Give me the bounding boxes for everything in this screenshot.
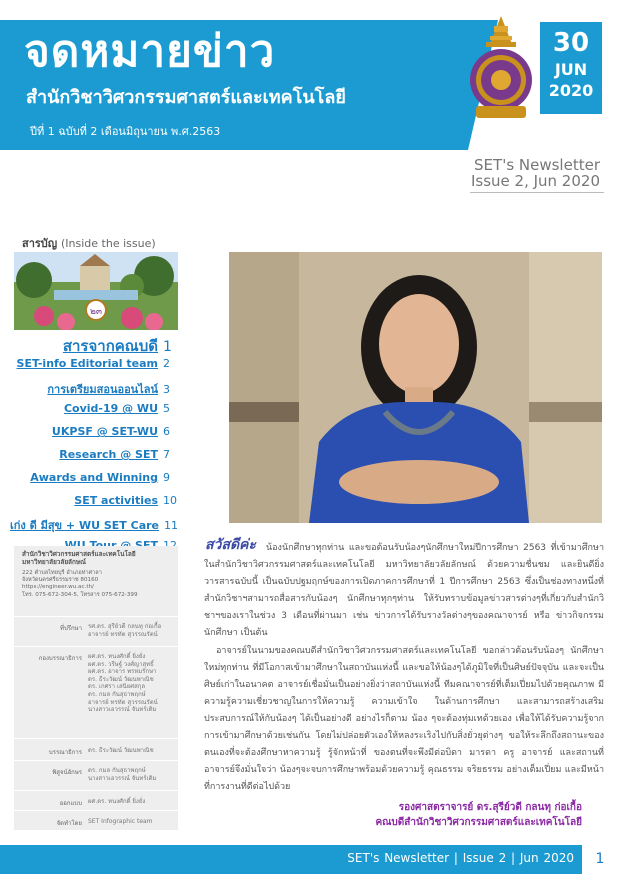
toc-item[interactable]: UKPSF @ SET-WU 6: [51, 425, 170, 439]
credit-design: ออกแบบ ผศ.ดร. ทนงศักดิ์ ยิ่งยั่ง: [14, 790, 178, 791]
org-name: สำนักวิชาวิศวกรรมศาสตร์และเทคโนโลยี มหาวิทยาลัยวลัยลักษณ์: [22, 550, 136, 566]
message-para-1: น้องนักศึกษาทุกท่าน และขอต้อนรับน้องๆนักศึกษาใหม่ปีการศึกษา 2563 ที่เข้ามาศึกษาในสำนักวิชาวิศวกรรมศาสตร์และเทคโนโลยี มหาวิทยาลัยวลัยลักษณ์ ด้วยความชื่นชม และยินดียิ่ง วารสารฉบับนี้ เป็นฉบับปฐมฤกษ์ของการเปิดภาคการศึกษาที่ 1 ปีการศึกษา 2563 ซึ่งเป็นช่องทางหนึ่งที่สำนักวิชาฯสามารถสื่อสารกับน้องๆ นักศึกษาทุกๆท่าน ให้รับทราบข้อมูลข่าวสารต่างๆที่เกี่ยวกับสำนักวิชาฯของเราในช่วง 3 เดือนที่ผ่านมา เช่น ข่าวการได้รับรางวัลต่างๆของคณาจารย์ หรือ ข่าวกิจกรรมนักศึกษา เป็นต้น: [204, 543, 604, 639]
toc-item[interactable]: Research @ SET 7: [59, 447, 170, 461]
signature-name: รองศาสตราจารย์ ดร.สุรีย์วดี กลนทุ ก่อเกื้อ: [398, 802, 582, 813]
dean-portrait-photo: [229, 252, 602, 523]
dean-message: [204, 540, 604, 796]
photo-badge-text: ๒๓: [89, 307, 103, 317]
org-address: 222 ตำบลไทยบุรี อำเภอท่าศาลา จังหวัดนครศรีธรรมราช 80160 https://engineer.wu.ac.th/ โทร. 075-672-304-5, โทรสาร 075-672-399: [22, 570, 174, 599]
credit-produced-by: จัดทำโดย SET Infographic team: [14, 810, 178, 811]
date-month: JUN: [554, 60, 588, 79]
org-info-box: [14, 546, 178, 830]
newsletter-issue: Issue 2, Jun 2020: [470, 172, 600, 190]
org-website[interactable]: https://engineer.wu.ac.th/: [22, 584, 94, 591]
toc-item[interactable]: สารจากคณบดี 1: [62, 337, 172, 355]
masthead-title: จดหมายข่าว: [24, 26, 276, 77]
page-number: 1: [595, 851, 605, 867]
footer-text: SET's Newsletter | Issue 2 | Jun 2020: [347, 851, 574, 865]
issue-line: ปีที่ 1 ฉบับที่ 2 เดือนมิถุนายน พ.ศ.2563: [30, 125, 221, 138]
date-year: 2020: [548, 81, 594, 100]
credit-editor: บรรณาธิการ ดร. ธีระวัฒน์ วัฒนพาณิช: [14, 738, 178, 739]
toc-heading: สารบัญ (Inside the issue): [22, 237, 156, 250]
newsletter-name: SET's Newsletter: [474, 156, 600, 174]
date-day: 30: [552, 28, 590, 58]
issue-date-box: [540, 22, 602, 114]
org-phone: โทร. 075-672-304-5, โทรสาร 075-672-399: [22, 591, 138, 598]
header-divider: [470, 192, 604, 193]
toc-subtitle: (Inside the issue): [61, 237, 156, 250]
toc-item[interactable]: การเตรียมสอนออนไลน์ 3: [47, 382, 170, 396]
credit-advisor: ที่ปรึกษา รศ.ดร. สุรีย์วดี กลนทุ ก่อเกื้อ อาจารย์ ทรทัต สุวรรณรัตน์: [14, 616, 178, 617]
university-seal-logo: [468, 14, 534, 126]
greeting: สวัสดีค่ะ: [205, 537, 256, 553]
campus-photo: [14, 252, 178, 330]
message-para-2: อาจารย์ในนามของคณบดีสำนักวิชาวิศวกรรมศาสตร์และเทคโนโลยี ขอกล่าวต้อนรับน้องๆ นักศึกษาใหม่ทุกท่าน ที่มีโอกาสเข้ามาศึกษาในสถาบันแห่งนี้ และขอให้น้องๆได้ภูมิใจที่เป็นศิษย์ปัจจุบัน และจะเป็นศิษย์เก่าในอนาคต อาจารย์เชื่อมั่นเป็นอย่างยิ่งว่าสถาบันแห่งนี้ ทีมคณาจารย์ที่เต็มเปี่ยมไปด้วยคุณภาพ มีความรู้ความเชี่ยวชาญในการให้ความรู้ ความเข้าใจ ในด้านการศึกษา และสามารถสร้างเสริมประสบการณ์ให้กับน้องๆ ได้เป็นอย่างดี อย่างไรก็ตาม น้อง ๆจะต้องทุ่มเทด้วยเอง เพื่อให้ได้รับความรู้จากการเข้ามาศึกษาด้วยเช่นกัน โดยไม่ปล่อยตัวเองให้หลงระเริงไปกับสิ่งยั่วยุต่างๆ ขอให้ระลึกถึงสถานะของตนเองที่จะต้องศึกษาหาความรู้ รู้จักหน้าที่ ของตนที่จะพึงมีต่อบิดา มารดา ครู อาจารย์ และสถานที่ อาจารย์จึงมั่นใจว่า น้องๆจะจบการศึกษาพร้อมด้วยความรู้ คุณธรรม จริยธรรม อย่างเต็มเปี่ยม และมีหน้าที่การงานที่ดีต่อไปด้วย: [204, 645, 604, 793]
credit-proofreading: พิสูจน์อักษร ดร. กมล กันสุธาพฤกษ์ นางสาวเอวรรณ์ จันทร์เดิม: [14, 760, 178, 761]
signature-title: คณบดีสำนักวิชาวิศวกรรมศาสตร์และเทคโนโลยี: [375, 817, 582, 828]
toc-item[interactable]: SET-info Editorial team 2: [16, 356, 170, 370]
credit-editorial-board: กองบรรณาธิการ ผศ.ดร. ทนงศักดิ์ ยิ่งยั่ง ผศ.ดร. วรีษฐ์ วงศ์ญาสุทธิ์ ผศ.ดร. อาจาร พรหมรักษา ดร. ธีระวัฒน์ วัฒนพาณิช ดร. เกศรา เสนิยศสกุล ดร. กมล กันสุธาพฤกษ์ อาจารย์ ทรทัต สุวรรณรัตน์ นางสาวเอวรรณ์ จันทร์เดิม: [14, 646, 178, 647]
org-subtitle: สำนักวิชาวิศวกรรมศาสตร์และเทคโนโลยี: [26, 87, 346, 108]
toc-item[interactable]: SET activities 10: [74, 493, 177, 507]
toc-item[interactable]: เก่ง ดี มีสุข + WU SET Care 11: [10, 519, 178, 533]
toc-item[interactable]: Covid-19 @ WU 5: [63, 402, 170, 416]
toc-list: [10, 334, 178, 562]
toc-item[interactable]: Awards and Winning 9: [30, 470, 170, 484]
